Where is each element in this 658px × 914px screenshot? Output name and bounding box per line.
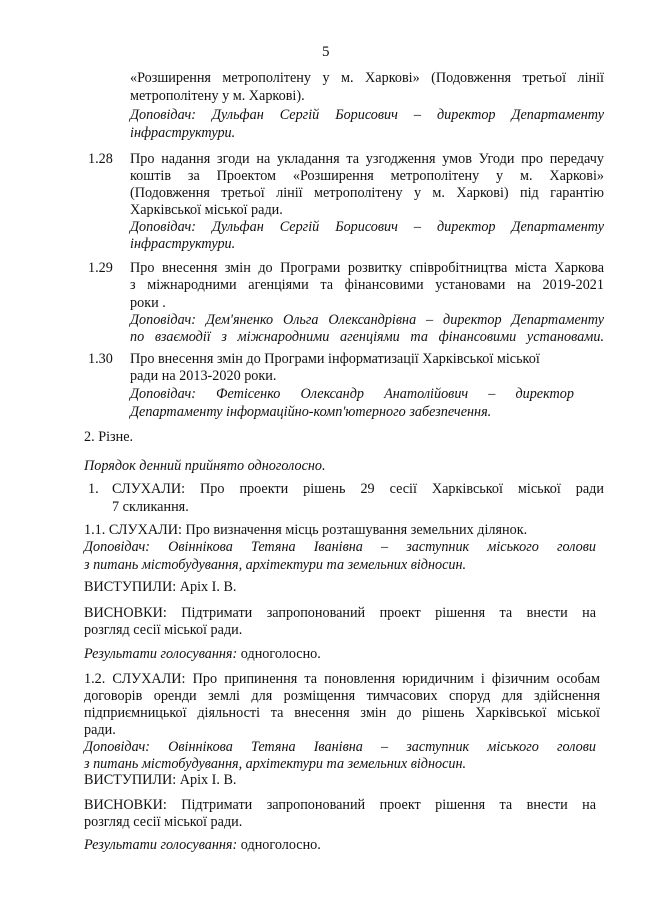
text-line: Про надання згоди на укладання та узгодження умов Угоди про передачу — [130, 151, 604, 167]
text-line: 7 скликання. — [112, 499, 189, 515]
spoke-line: ВИСТУПИЛИ: Аріх І. В. — [84, 772, 237, 788]
text-line: з міжнародними агенціями та фінансовими установами на 2019-2021 — [130, 277, 604, 293]
agenda-accepted: Порядок денний прийнято одноголосно. — [84, 458, 326, 474]
speaker-line: Департаменту інформаційно-комп'ютерного забезпечення. — [130, 404, 492, 420]
text-line: роки . — [130, 295, 166, 311]
conclusions-line: розгляд сесії міської ради. — [84, 622, 243, 638]
speaker-line: Доповідач: Овіннікова Тетяна Іванівна – заступник міського голови — [84, 739, 596, 755]
vote-value: одноголосно. — [240, 837, 321, 853]
text-line: (Подовження третьої лінії метрополітену у м. Харкові) під гарантію — [130, 185, 604, 201]
text-line: СЛУХАЛИ: Про проекти рішень 29 сесії Харківської міської ради — [112, 481, 604, 497]
conclusions-line: ВИСНОВКИ: Підтримати запропонований проект рішення та внести на — [84, 797, 596, 813]
vote-value: одноголосно. — [240, 646, 321, 662]
speaker-line: по взаємодії з міжнародними агенціями та фінансовими установами. — [130, 329, 604, 345]
misc-item: 2. Різне. — [84, 429, 134, 445]
vote-result — [84, 837, 321, 854]
speaker-line: інфраструктури. — [130, 125, 236, 141]
heard-line: 1.1. СЛУХАЛИ: Про визначення місць розташування земельних ділянок. — [84, 522, 528, 538]
text-line: Про внесення змін до Програми розвитку співробітництва міста Харкова — [130, 260, 604, 276]
spoke-line: ВИСТУПИЛИ: Аріх І. В. — [84, 579, 237, 595]
item-number: 1.28 — [88, 151, 113, 167]
speaker-line: Доповідач: Фетісенко Олександр Анатолійович – директор — [130, 386, 574, 402]
text-line: ради на 2013-2020 роки. — [130, 368, 277, 384]
heard-line: 1.2. СЛУХАЛИ: Про припинення та поновлення юридичним і фізичним особам — [84, 671, 600, 687]
text-line: коштів за Проектом «Розширення метрополітену у м. Харкові» — [130, 168, 604, 184]
text-line: Харківської міської ради. — [130, 202, 283, 218]
page-number: 5 — [322, 44, 330, 60]
item-number: 1.30 — [88, 351, 113, 367]
speaker-line: з питань містобудування, архітектури та земельних відносин. — [84, 557, 467, 573]
text-line: метрополітену у м. Харкові). — [130, 88, 305, 104]
conclusions-line: ВИСНОВКИ: Підтримати запропонований проект рішення та внести на — [84, 605, 596, 621]
item-number: 1. — [88, 481, 99, 497]
heard-line: ради. — [84, 722, 116, 738]
conclusions-line: розгляд сесії міської ради. — [84, 814, 243, 830]
heard-line: підприємницької діяльності та внесення змін до рішень Харківської міської — [84, 705, 600, 721]
item-number: 1.29 — [88, 260, 113, 276]
heard-line: договорів оренди землі для розміщення тимчасових споруд для здійснення — [84, 688, 600, 704]
vote-result — [84, 646, 321, 663]
speaker-line: Доповідач: Овіннікова Тетяна Іванівна – заступник міського голови — [84, 539, 596, 555]
text-line: Про внесення змін до Програми інформатизації Харківської міської — [130, 351, 540, 367]
speaker-line: з питань містобудування, архітектури та земельних відносин. — [84, 756, 467, 772]
vote-label: Результати голосування: — [84, 646, 238, 662]
text-line: «Розширення метрополітену у м. Харкові» (Подовження третьої лінії — [130, 70, 604, 86]
speaker-line: Доповідач: Дем'яненко Ольга Олександрівна – директор Департаменту — [130, 312, 604, 328]
speaker-line: Доповідач: Дульфан Сергій Борисович – директор Департаменту — [130, 107, 604, 123]
speaker-line: Доповідач: Дульфан Сергій Борисович – директор Департаменту — [130, 219, 604, 235]
vote-label: Результати голосування: — [84, 837, 238, 853]
speaker-line: інфраструктури. — [130, 236, 236, 252]
